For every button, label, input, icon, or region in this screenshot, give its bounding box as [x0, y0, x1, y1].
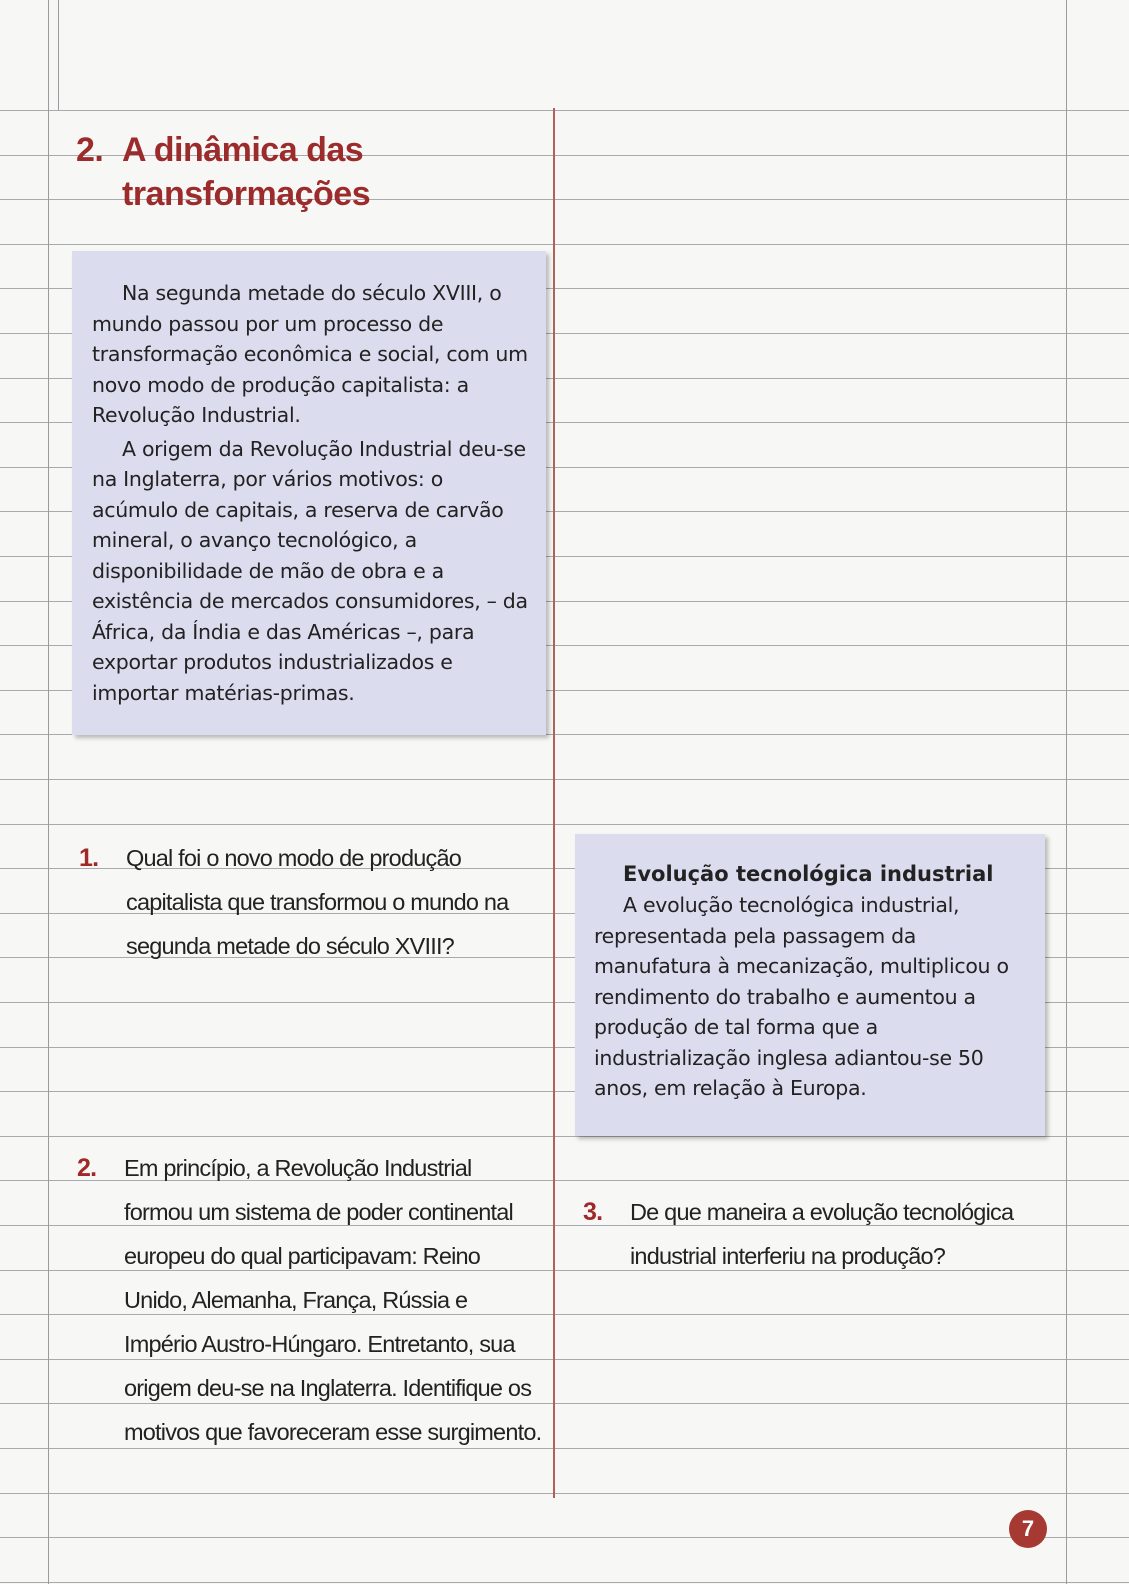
question-3 — [583, 1190, 1050, 1278]
right-margin-line — [1066, 0, 1067, 1584]
section-title — [76, 128, 370, 216]
info-box-heading: Evolução tecnológica industrial — [623, 862, 994, 886]
ruled-line — [0, 779, 1129, 780]
question-number: 3. — [583, 1198, 603, 1226]
question-text: De que maneira a evolução tecnológica industrial interferiu na produção? — [630, 1199, 1014, 1269]
intro-paragraph-1: Na segunda metade do século XVIII, o mundo passou por um processo de transformação econômica e social, com um novo modo de produção capitalista: a Revolução Industrial. — [92, 281, 528, 427]
section-title-line1: A dinâmica das — [122, 131, 364, 169]
intro-paragraph-2: A origem da Revolução Industrial deu-se na Inglaterra, por vários motivos: o acúmulo de capitais, a reserva de carvão mineral, o avanço tecnológico, a disponibilidade de mão de obra e a existência de mercados consumidores, – da África, da Índia e das Américas –, para exportar produtos industrializados e importar matérias-primas. — [92, 436, 528, 705]
ruled-line — [0, 1537, 1129, 1538]
question-number: 2. — [77, 1154, 97, 1182]
question-2 — [77, 1146, 544, 1454]
left-margin-line — [48, 0, 49, 1584]
page-number-badge: 7 — [1009, 1510, 1047, 1548]
ruled-line — [0, 1493, 1129, 1494]
info-box — [575, 834, 1045, 1136]
question-number: 1. — [79, 844, 99, 872]
question-1 — [79, 836, 546, 968]
intro-text-box — [72, 251, 546, 735]
section-title-line2: transformações — [122, 175, 371, 213]
inner-margin-line — [58, 0, 59, 110]
ruled-line — [0, 1582, 1129, 1583]
ruled-line — [0, 110, 1129, 111]
section-number: 2. — [76, 131, 104, 169]
question-text: Qual foi o novo modo de produção capitalista que transformou o mundo na segunda metade do século XVIII? — [126, 845, 509, 959]
ruled-line — [0, 244, 1129, 245]
info-box-text: A evolução tecnológica industrial, representada pela passagem da manufatura à mecanização, multiplicou o rendimento do trabalho e aumentou a produção de tal forma que a industrialização inglesa adiantou-se 50 anos, em relação à Europa. — [594, 893, 1009, 1100]
column-divider-line — [553, 108, 555, 1498]
question-text: Em princípio, a Revolução Industrial formou um sistema de poder continental europeu do qual participavam: Reino Unido, Alemanha, França, Rússia e Império Austro-Húngaro. Entretanto, sua origem deu-se na Inglaterra. Identifique os motivos que favoreceram esse surgimento. — [124, 1155, 542, 1445]
ruled-line — [0, 824, 1129, 825]
ruled-line — [0, 1136, 1129, 1137]
